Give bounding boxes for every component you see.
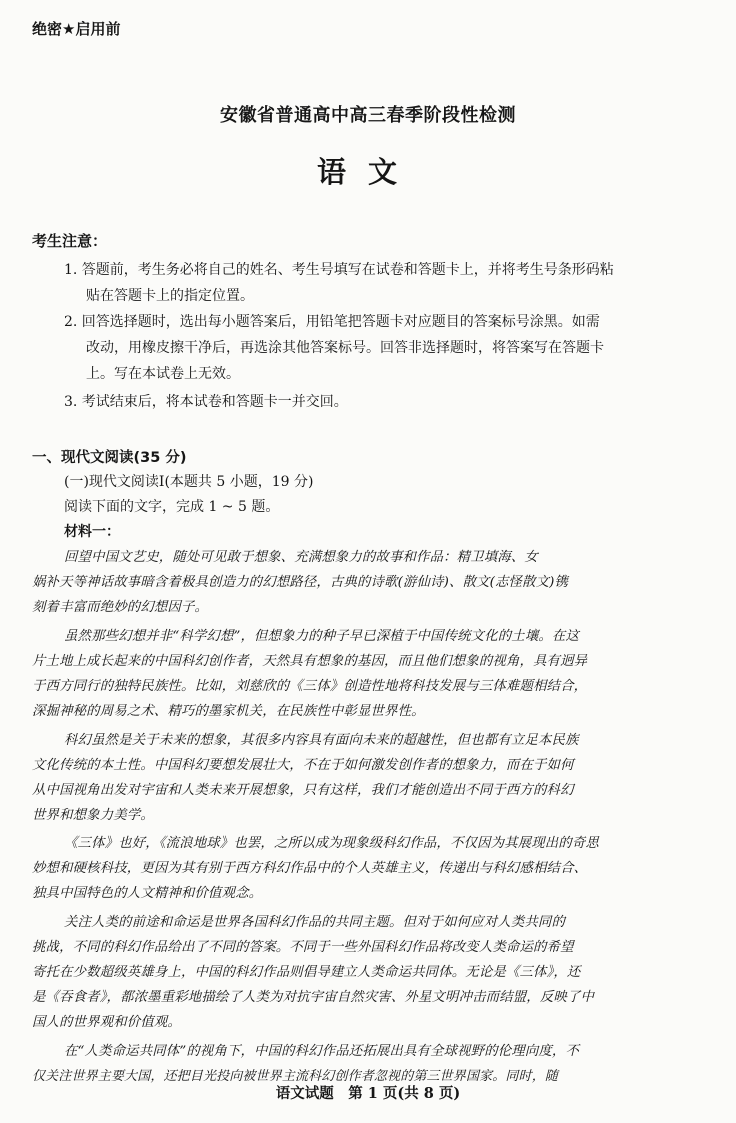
passage-line: 是《吞食者》，都浓墨重彩地描绘了人类为对抗宇宙自然灾害、外星文明冲击而结盟，反映了中 [32, 990, 595, 1005]
passage-line: 从中国视角出发对宇宙和人类未来开展想象，只有这样，我们才能创造出不同于西方的科幻 [32, 783, 574, 798]
material-label: 材料一： [64, 524, 120, 540]
passage-line: 回望中国文艺史，随处可见敢于想象、充满想象力的故事和作品：精卫填海、女 [64, 550, 538, 565]
exam-title: 安徽省普通高中高三春季阶段性检测 [220, 105, 516, 126]
notice-line: 1. 答题前，考生务必将自己的姓名、考生号填写在试卷和答题卡上，并将考生号条形码粘 [64, 262, 614, 278]
passage-line: 深掘神秘的周易之术、精巧的墨家机关，在民族性中彰显世界性。 [32, 704, 425, 719]
passage-line: 寄托在少数超级英雄身上，中国的科幻作品则倡导建立人类命运共同体。无论是《三体》，还 [32, 965, 581, 980]
subsection-heading: (一)现代文阅读Ⅰ(本题共 5 小题，19 分) [64, 474, 314, 490]
passage-line: 文化传统的本土性。中国科幻要想发展壮大，不在于如何激发创作者的想象力，而在于如何 [32, 758, 574, 773]
reading-instruction: 阅读下面的文字，完成 1 ~ 5 题。 [64, 499, 280, 515]
passage-line: 科幻虽然是关于未来的想象，其很多内容具有面向未来的超越性，但也都有立足本民族 [64, 733, 579, 748]
passage-line: 刻着丰富而绝妙的幻想因子。 [32, 600, 209, 615]
passage-line: 在“人类命运共同体”的视角下，中国的科幻作品还拓展出具有全球视野的伦理向度，不 [64, 1044, 579, 1059]
notice-line: 上。写在本试卷上无效。 [86, 366, 240, 382]
section-heading: 一、现代文阅读(35 分) [32, 450, 187, 466]
confidential-label: 绝密★启用前 [32, 20, 121, 38]
notice-heading: 考生注意： [32, 232, 108, 250]
passage-line: 关注人类的前途和命运是世界各国科幻作品的共同主题。但对于如何应对人类共同的 [64, 915, 566, 930]
passage-line: 于西方同行的独特民族性。比如，刘慈欣的《三体》创造性地将科技发展与三体难题相结合， [32, 679, 588, 694]
subject-title: 语文 [316, 155, 419, 189]
passage-line: 世界和想象力美学。 [32, 808, 154, 823]
passage-line: 国人的世界观和价值观。 [32, 1015, 181, 1030]
notice-line: 3. 考试结束后，将本试卷和答题卡一并交回。 [64, 394, 348, 410]
passage-line: 《三体》也好，《流浪地球》也罢，之所以成为现象级科幻作品，不仅因为其展现出的奇思 [64, 836, 599, 851]
page-footer: 语文试题 第 1 页(共 8 页) [275, 1085, 461, 1102]
passage-line: 虽然那些幻想并非“科学幻想”，但想象力的种子早已深植于中国传统文化的土壤。在这 [64, 629, 579, 644]
notice-line: 改动，用橡皮擦干净后，再选涂其他答案标号。回答非选择题时，将答案写在答题卡 [86, 340, 604, 356]
passage-line: 娲补天等神话故事暗含着极具创造力的幻想路径，古典的诗歌(游仙诗)、散文(志怪散文)镌 [32, 575, 569, 590]
passage-line: 片土地上成长起来的中国科幻创作者，天然具有想象的基因，而且他们想象的视角，具有迥异 [32, 654, 588, 669]
notice-line: 2. 回答选择题时，选出每小题答案后，用铅笔把答题卡对应题目的答案标号涂黑。如需 [64, 314, 600, 330]
passage-line: 妙想和硬核科技，更因为其有别于西方科幻作品中的个人英雄主义，传递出与科幻感相结合、 [32, 861, 588, 876]
passage-line: 独具中国特色的人文精神和价值观念。 [32, 886, 263, 901]
passage-line: 挑战，不同的科幻作品给出了不同的答案。不同于一些外国科幻作品将改变人类命运的希望 [32, 940, 574, 955]
passage-line: 仅关注世界主要大国，还把目光投向被世界主流科幻创作者忽视的第三世界国家。同时，随 [32, 1069, 559, 1084]
notice-line: 贴在答题卡上的指定位置。 [86, 288, 254, 304]
